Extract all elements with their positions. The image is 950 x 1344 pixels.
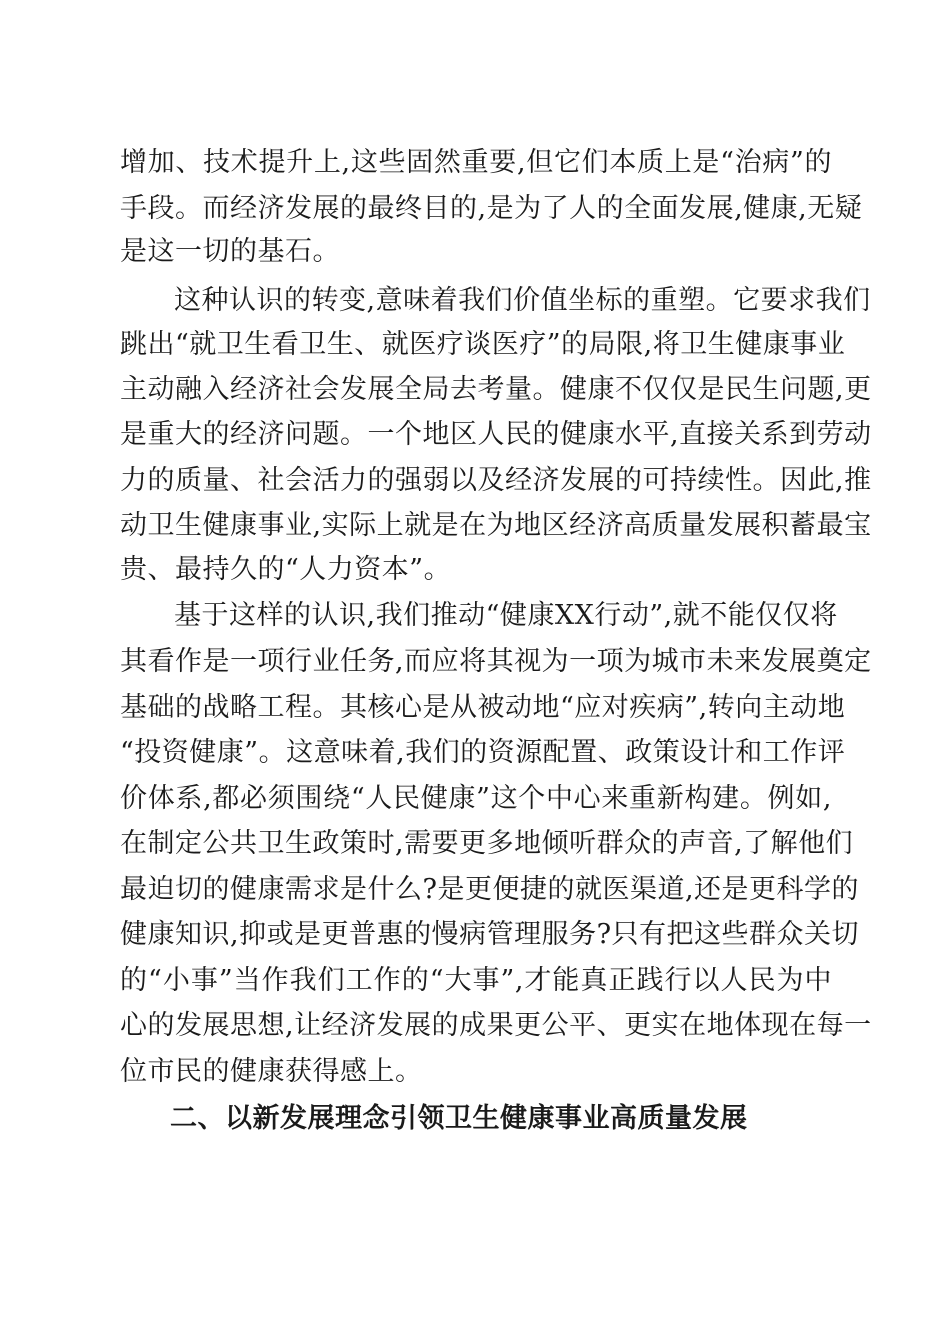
paragraph-2-line-5: 力的质量、社会活力的强弱以及经济发展的可持续性。因此,推	[120, 465, 872, 496]
paragraph-2-line-4: 是重大的经济问题。一个地区人民的健康水平,直接关系到劳动	[120, 419, 872, 450]
paragraph-1-line-1: 增加、技术提升上,这些固然重要,但它们本质上是“治病”的	[120, 147, 832, 178]
paragraph-3-line-5: 价体系,都必须围绕“人民健康”这个中心来重新构建。例如,	[120, 783, 832, 814]
paragraph-1-line-3: 是这一切的基石。	[120, 236, 340, 267]
paragraph-2-line-2: 跳出“就卫生看卫生、就医疗谈医疗”的局限,将卫生健康事业	[120, 329, 846, 360]
paragraph-3-line-9: 的“小事”当作我们工作的“大事”,才能真正践行以人民为中	[120, 965, 832, 996]
paragraph-3-line-8: 健康知识,抑或是更普惠的慢病管理服务?只有把这些群众关切	[120, 919, 860, 950]
paragraph-3-line-10: 心的发展思想,让经济发展的成果更公平、更实在地体现在每一	[120, 1010, 872, 1041]
paragraph-3-line-4: “投资健康”。这意味着,我们的资源配置、政策设计和工作评	[120, 737, 846, 768]
paragraph-2-line-7: 贵、最持久的“人力资本”。	[120, 554, 452, 585]
paragraph-3-line-2: 其看作是一项行业任务,而应将其视为一项为城市未来发展奠定	[120, 646, 872, 677]
paragraph-3-line-3: 基础的战略工程。其核心是从被动地“应对疾病”,转向主动地	[120, 692, 846, 723]
paragraph-3-line-7: 最迫切的健康需求是什么?是更便捷的就医渠道,还是更科学的	[120, 874, 860, 905]
paragraph-3-line-11: 位市民的健康获得感上。	[120, 1056, 423, 1087]
paragraph-2-line-1: 这种认识的转变,意味着我们价值坐标的重塑。它要求我们	[174, 285, 871, 316]
paragraph-1-line-2: 手段。而经济发展的最终目的,是为了人的全面发展,健康,无疑	[120, 193, 863, 224]
paragraph-3-line-1: 基于这样的认识,我们推动“健康XX行动”,就不能仅仅将	[174, 600, 838, 631]
paragraph-3-line-6: 在制定公共卫生政策时,需要更多地倾听群众的声音,了解他们	[120, 828, 854, 859]
paragraph-2-line-3: 主动融入经济社会发展全局去考量。健康不仅仅是民生问题,更	[120, 374, 872, 405]
paragraph-2-line-6: 动卫生健康事业,实际上就是在为地区经济高质量发展积蓄最宝	[120, 510, 872, 541]
section-heading: 二、以新发展理念引领卫生健康事业高质量发展	[170, 1103, 748, 1134]
